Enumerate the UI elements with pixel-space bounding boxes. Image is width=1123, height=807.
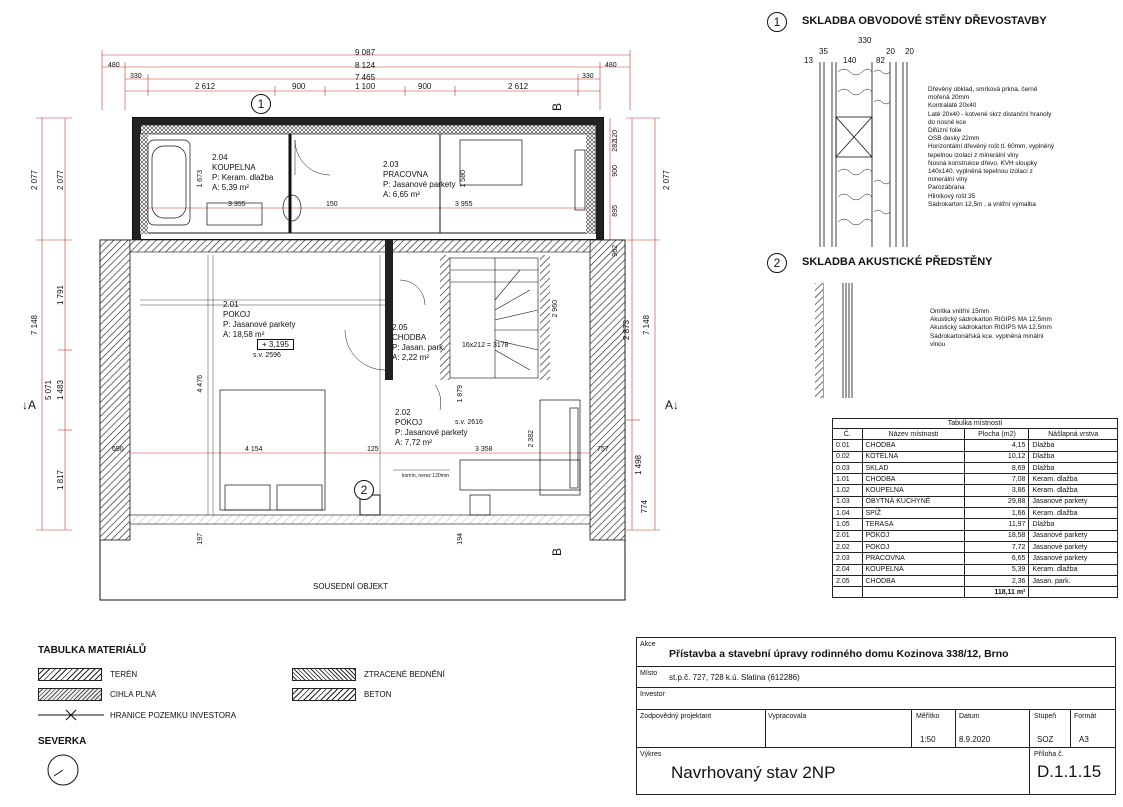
section1-dim-total: 330	[858, 36, 872, 45]
cell-floor: Keram. dlažba	[1029, 474, 1118, 485]
cell-num: 0.02	[833, 451, 863, 462]
stage: SOZ	[1037, 735, 1054, 744]
stupen-label: Stupeň	[1034, 713, 1057, 720]
header-area: Plocha (m2)	[965, 429, 1029, 440]
dim-150: 150	[326, 201, 338, 208]
cell-floor: Keram. dlažba	[1029, 564, 1118, 575]
dim-total-3: 7 465	[355, 73, 376, 82]
sv-mark: s.v. 2596	[253, 352, 281, 359]
left-dimension-lines	[36, 118, 72, 530]
dim-3355: 3 355	[228, 201, 246, 208]
lower-masonry-walls	[100, 240, 625, 600]
dim-left-1: 2 077	[30, 170, 39, 191]
cell-name: CHODBA	[862, 575, 965, 586]
dim-2960: 2 960	[552, 300, 559, 318]
investor-label: Investor	[640, 691, 665, 698]
cell-name: KOUPELNA	[862, 564, 965, 575]
room-2-04: 2.04 KOUPELNA P: Keram. dlažba A: 5,39 m²	[212, 153, 274, 192]
dim-right-2: 7 148	[642, 315, 651, 336]
section1-title: SKLADBA OBVODOVÉ STĚNY DŘEVOSTAVBY	[802, 15, 1047, 27]
dim-4476: 4 476	[197, 375, 204, 393]
section1-number: 1	[767, 12, 787, 32]
dim-330-left: 330	[130, 73, 142, 80]
section-a-arrow-icon: ↓	[22, 398, 28, 412]
concrete-swatch	[292, 688, 356, 701]
cell-area: 6,65	[965, 553, 1029, 564]
dim-right-8: 282	[612, 140, 619, 152]
room-table-body	[833, 440, 1118, 587]
location: st.p.č. 727, 728 k.ú. Slatina (612286)	[669, 673, 800, 682]
level-mark: + 3,195	[257, 339, 294, 350]
dim-480-right: 480	[605, 62, 617, 69]
priloha-label: Příloha č.	[1034, 751, 1064, 758]
callout-2-plan: 2	[354, 480, 374, 500]
cell-area: 11,97	[965, 519, 1029, 530]
table-row	[833, 564, 1118, 575]
table-row	[833, 462, 1118, 473]
meritko-label: Měřítko	[916, 713, 940, 720]
room-table	[832, 418, 1118, 598]
cell-num: 1.03	[833, 496, 863, 507]
dim-690: 690	[112, 446, 124, 453]
table-row	[833, 496, 1118, 507]
dim-194: 194	[457, 533, 464, 545]
north-arrow-icon	[45, 752, 81, 788]
dim-2382: 2 382	[528, 430, 535, 448]
cell-floor: Dlažba	[1029, 519, 1118, 530]
dim-1879: 1 879	[457, 385, 464, 403]
cell-area: 5,39	[965, 564, 1029, 575]
dim-4154: 4 154	[245, 446, 263, 453]
table-row	[833, 541, 1118, 552]
misto-label: Místo	[640, 670, 658, 677]
cell-area: 7,08	[965, 474, 1029, 485]
cell-name: TERASA	[862, 519, 965, 530]
table-row	[833, 508, 1118, 519]
dim-right-10: 962	[612, 245, 619, 257]
cell-area: 10,12	[965, 451, 1029, 462]
dim-left-4: 5 071	[44, 380, 53, 401]
legend-title: TABULKA MATERIÁLŮ	[38, 645, 147, 656]
dim-left-3: 1 791	[56, 285, 65, 306]
brick-swatch	[38, 688, 102, 701]
scale: 1:50	[920, 735, 936, 744]
section1-dim-13: 13	[804, 56, 813, 65]
cell-num: 2.01	[833, 530, 863, 541]
dim-480-left: 480	[108, 62, 120, 69]
dim-right-3: 2 873	[622, 320, 631, 341]
cell-num: 1.05	[833, 519, 863, 530]
cell-name: CHODBA	[862, 474, 965, 485]
section1-layers: Dřevěný obklad, smrková prkna, černě mořená 20mm Kontralatě 20x40 Latě 20x40 - kotvené skrz distanční hranoly do nosné kce Difúzní folie OSB desky 22mm Horizontální dřevěný rošt tl. 60mm, vyplněný tepelnou izolací z minerální vlny Nosná konstrukce dřevo, KVH sloupky 140x140, vyplněná tepelnou izolací z minerální vlny Parozábrana Hliníkový rošt 35 Sádrokarton 12,5m , a vnitřní výmalba	[928, 86, 1055, 208]
dim-right-5: 774	[640, 500, 649, 514]
dim-left-inner: 2 077	[56, 170, 65, 191]
cell-floor: Dlažba	[1029, 462, 1118, 473]
cell-num: 1.02	[833, 485, 863, 496]
legend-boundary: HRANICE POZEMKU INVESTORA	[110, 711, 237, 720]
stair-label: 16x212 = 3178	[462, 342, 509, 349]
furniture	[148, 140, 585, 515]
table-row	[833, 485, 1118, 496]
cell-num: 1.04	[833, 508, 863, 519]
cell-num: 2.05	[833, 575, 863, 586]
terrain-swatch	[38, 668, 102, 681]
room-table-title: Tabulka místností	[833, 419, 1118, 429]
cell-name: KOUPELNA	[862, 485, 965, 496]
room-2-03: 2.03 PRACOVNA P: Jasanové parkety A: 6,65 m²	[383, 160, 456, 199]
section1-dim-82: 82	[876, 56, 885, 65]
dim-right-4: 1 498	[634, 455, 643, 476]
dim-right-6: 120	[612, 130, 619, 142]
floor-plan	[0, 0, 660, 620]
dim-row-5: 2 612	[508, 82, 529, 91]
project-name: Přístavba a stavební úpravy rodinného domu Kozinova 338/12, Brno	[669, 648, 1009, 660]
datum-label: Datum	[959, 713, 980, 720]
section-a-arrow-icon: ↓	[673, 398, 680, 412]
cell-name: OBYTNÁ KUCHYNĚ	[862, 496, 965, 507]
callout-1-plan: 1	[251, 94, 271, 114]
dim-row-3: 1 100	[355, 82, 376, 91]
format-label: Formát	[1074, 713, 1097, 720]
cell-name: PRACOVNA	[862, 553, 965, 564]
cell-floor: Jasanové parkety	[1029, 496, 1118, 507]
north-title: SEVERKA	[38, 736, 87, 747]
cell-area: 3,86	[965, 485, 1029, 496]
dim-125: 125	[367, 446, 379, 453]
dim-330-right: 330	[582, 73, 594, 80]
table-row	[833, 451, 1118, 462]
dim-3955: 3 955	[455, 201, 473, 208]
cell-area: 2,36	[965, 575, 1029, 586]
cell-floor: Dlažba	[1029, 440, 1118, 451]
dim-row-1: 2 612	[195, 82, 216, 91]
section1-drawing	[810, 62, 920, 247]
section2-number: 2	[767, 253, 787, 273]
cell-floor: Jasan. park.	[1029, 575, 1118, 586]
table-row	[833, 440, 1118, 451]
cell-area: 7,72	[965, 541, 1029, 552]
cell-num: 1.01	[833, 474, 863, 485]
drawing-name: Navrhovaný stav 2NP	[671, 763, 836, 782]
paper-format: A3	[1079, 735, 1089, 744]
section2-layers: Omítka vnitřní 15mm Akustický sádrokarton RIGIPS MA 12,5mm Akustický sádrokarton RIGIPS MA 12,5mm Sádrokartonářská kce. vyplněná minální vlnou	[930, 308, 1052, 348]
dim-757: 757	[597, 446, 609, 453]
dim-total-2: 8 124	[355, 61, 376, 70]
cell-num: 2.04	[833, 564, 863, 575]
room-2-05: 2.05 CHODBA P: Jasan. park. A: 2,22 m²	[392, 323, 446, 362]
vykres-label: Výkres	[640, 751, 662, 758]
vypracoval-label: Vypracovala	[768, 713, 807, 720]
section2-drawing	[815, 283, 865, 398]
dim-3358: 3 358	[475, 446, 493, 453]
table-row	[833, 519, 1118, 530]
cell-floor: Jasanové parkety	[1029, 541, 1118, 552]
legend-formwork: ZTRACENÉ BEDNĚNÍ	[364, 670, 445, 679]
dim-right-1: 2 077	[662, 170, 671, 191]
dim-1580: 1 580	[460, 170, 467, 188]
cell-num: 2.02	[833, 541, 863, 552]
section-b-top: B	[550, 102, 565, 112]
table-row	[833, 553, 1118, 564]
cell-name: CHODBA	[862, 440, 965, 451]
legend-brick: CIHLA PLNÁ	[110, 690, 157, 699]
section1-dim-20a: 20	[886, 47, 895, 56]
date: 8.9.2020	[959, 735, 991, 744]
zodp-label: Zodpovědný projektant	[640, 713, 712, 720]
cell-area: 18,58	[965, 530, 1029, 541]
neighbor-label: SOUSEDNÍ OBJEKT	[313, 582, 389, 591]
dim-left-2: 7 148	[30, 315, 39, 336]
dim-left-5: 1 483	[56, 380, 65, 401]
header-name: Název místnosti	[862, 429, 965, 440]
section1-dim-35: 35	[819, 47, 828, 56]
cell-area: 4,15	[965, 440, 1029, 451]
cell-name: POKOJ	[862, 530, 965, 541]
dim-total-1: 9 087	[355, 48, 376, 57]
section2-title: SKLADBA AKUSTICKÉ PŘEDSTĚNY	[802, 256, 993, 268]
room-2-01: 2.01 POKOJ P: Jasanové parkety A: 18,58 m²	[223, 300, 296, 339]
chimney-label: komín, nerez 120mm	[402, 473, 449, 479]
legend-terrain: TERÉN	[110, 670, 138, 679]
cell-num: 0.03	[833, 462, 863, 473]
cell-floor: Keram. dlažba	[1029, 508, 1118, 519]
cell-name: SKLAD	[862, 462, 965, 473]
cell-area: 1,66	[965, 508, 1029, 519]
drawing-number: D.1.1.15	[1037, 762, 1102, 781]
table-row	[833, 530, 1118, 541]
dim-row-2: 900	[292, 82, 306, 91]
cell-floor: Jasanové parkety	[1029, 553, 1118, 564]
dim-left-6: 1 817	[56, 470, 65, 491]
section1-dim-140: 140	[843, 56, 857, 65]
cell-area: 29,88	[965, 496, 1029, 507]
dim-right-9: 895	[612, 205, 619, 217]
akce-label: Akce	[640, 641, 656, 648]
cell-name: KOTELNA	[862, 451, 965, 462]
staircase	[450, 258, 538, 378]
section-a-left: ↓A	[22, 398, 37, 412]
cell-area: 8,69	[965, 462, 1029, 473]
table-row	[833, 474, 1118, 485]
cell-floor: Jasanové parkety	[1029, 530, 1118, 541]
boundary-line-symbol	[38, 708, 104, 722]
legend-concrete: BETON	[364, 690, 392, 699]
title-block	[636, 637, 1116, 795]
section-a-right: A↓	[665, 398, 680, 412]
cell-name: SPÍŽ	[862, 508, 965, 519]
dim-1673: 1 673	[197, 170, 204, 188]
dim-197: 197	[197, 533, 204, 545]
room-2-02: 2.02 POKOJ P: Jasanové parkety A: 7,72 m²	[395, 408, 468, 447]
room-table-total: 118,11 m²	[965, 587, 1029, 598]
dim-right-7: 900	[612, 165, 619, 177]
dim-row-4: 900	[418, 82, 432, 91]
formwork-swatch	[292, 668, 356, 681]
cell-floor: Dlažba	[1029, 451, 1118, 462]
cell-num: 0.01	[833, 440, 863, 451]
section1-dim-20b: 20	[905, 47, 914, 56]
section-b-bottom: B	[550, 547, 565, 557]
cell-name: POKOJ	[862, 541, 965, 552]
header-floor: Nášlapná vrstva	[1029, 429, 1118, 440]
table-row	[833, 575, 1118, 586]
cell-floor: Keram. dlažba	[1029, 485, 1118, 496]
header-num: Č.	[833, 429, 863, 440]
sv-mark-2: s.v. 2616	[455, 419, 483, 426]
cell-num: 2.03	[833, 553, 863, 564]
